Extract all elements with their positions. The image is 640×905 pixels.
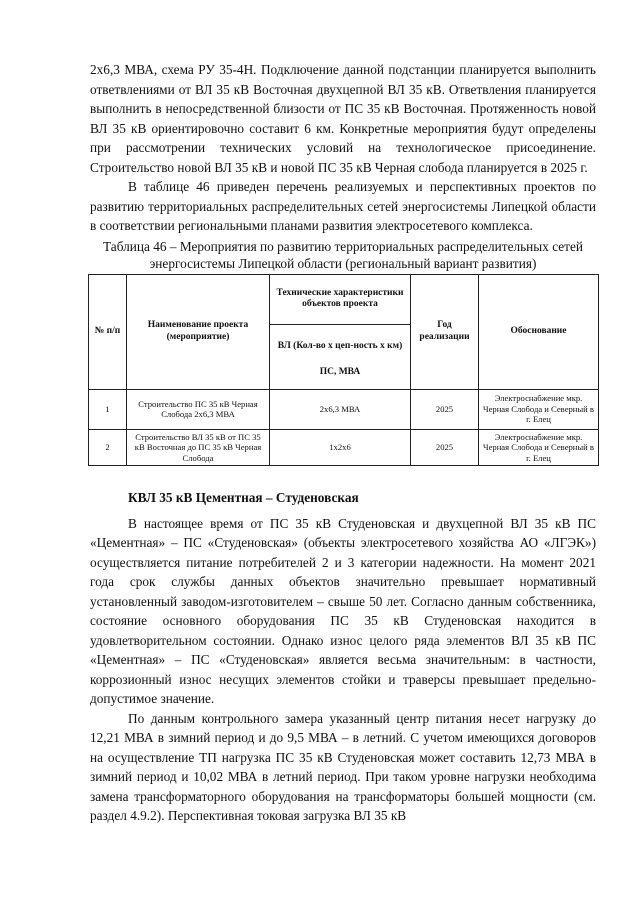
- paragraph-project-description: 2х6,3 МВА, схема РУ 35-4Н. Подключение данной подстанции планируется выполнить ответвлениями от ВЛ 35 кВ Восточная двухцепной ВЛ 35 кВ. Ответвления планируется выполнить в непосредственной близости от ПС 35 кВ Восточная. Протяженность новой ВЛ 35 кВ ориентировочно составит 6 км. Конкретные мероприятия будут определены при рассмотрении технических условий на технологическое присоединение. Строительство новой ВЛ 35 кВ и новой ПС 35 кВ Черная слобода планируется в 2025 г.: [90, 62, 596, 175]
- cell-name: Строительство ВЛ 35 кВ от ПС 35 кВ Восточная до ПС 35 кВ Черная Слобода: [127, 429, 270, 466]
- paragraph-table-intro: В таблице 46 приведен перечень реализуемых и перспективных проектов по развитию территориальных распределительных сетей энергосистемы Липецкой области в соответствии региональными планами развития электросетевого комплекса.: [90, 179, 596, 233]
- header-num: № п/п: [89, 274, 127, 389]
- cell-year: 2025: [411, 389, 479, 429]
- cell-reason: Электроснабжение мкр. Черная Слобода и Северный в г. Елец: [479, 429, 599, 466]
- paragraph-load-data: По данным контрольного замера указанный центр питания несет нагрузку до 12,21 МВА в зимний период и до 9,5 МВА – в летний. С учетом имеющихся договоров на осуществление ТП нагрузка ПС 35 кВ Студеновская может составить 12,73 МВА в зимний период и 10,02 МВА в летний период. При таком уровне нагрузки необходима замена трансформаторного оборудования на трансформаторы большей мощности (см. раздел 4.9.2). Перспективная токовая загрузка ВЛ 35 кВ: [90, 710, 596, 823]
- table-row: [89, 429, 599, 466]
- header-tech: Технические характеристики объектов проекта: [270, 274, 411, 324]
- header-tech-sub2: ПС, МВА: [270, 367, 411, 390]
- projects-table: [88, 274, 599, 467]
- cell-num: 2: [89, 429, 127, 466]
- cell-tech: 2х6,3 МВА: [270, 389, 411, 429]
- table-row: [89, 389, 599, 429]
- header-name: Наименование проекта (мероприятие): [127, 274, 270, 389]
- document-page: [90, 60, 596, 826]
- table-header-row: [89, 274, 599, 324]
- header-year: Год реализации: [411, 274, 479, 389]
- table-caption: Таблица 46 – Мероприятия по развитию территориальных распределительных сетей энергосистемы Липецкой области (региональный вариант развития): [103, 238, 583, 271]
- header-reason: Обоснование: [479, 274, 599, 389]
- cell-reason: Электроснабжение мкр. Черная Слобода и Северный в г. Елец: [479, 389, 599, 429]
- header-tech-sub: ВЛ (Кол-во х цеп-ность х км): [270, 324, 411, 367]
- paragraph-current-state: В настоящее время от ПС 35 кВ Студеновская и двухцепной ВЛ 35 кВ ПС «Цементная» – ПС «Студеновская» (объекты электросетевого хозяйства АО «ЛГЭК») осуществляется питание потребителей 2 и 3 категории надежности. На момент 2021 года срок службы данных объектов значительно превышает нормативный установленный заводом-изготовителем – свыше 50 лет. Согласно данным собственника, состояние основного оборудования ПС 35 кВ Студеновская находится в удовлетворительном состоянии. Однако износ целого ряда элементов ВЛ 35 кВ ПС «Цементная» – ПС «Студеновская» является весьма значительным: в частности, коррозионный износ несущих элементов стойки и траверсы превышает предельно-допустимое значение.: [90, 515, 596, 706]
- section-heading: КВЛ 35 кВ Цементная – Студеновская: [128, 490, 359, 505]
- cell-num: 1: [89, 389, 127, 429]
- cell-tech: 1х2х6: [270, 429, 411, 466]
- cell-name: Строительство ПС 35 кВ Черная Слобода 2х6,3 МВА: [127, 389, 270, 429]
- cell-year: 2025: [411, 429, 479, 466]
